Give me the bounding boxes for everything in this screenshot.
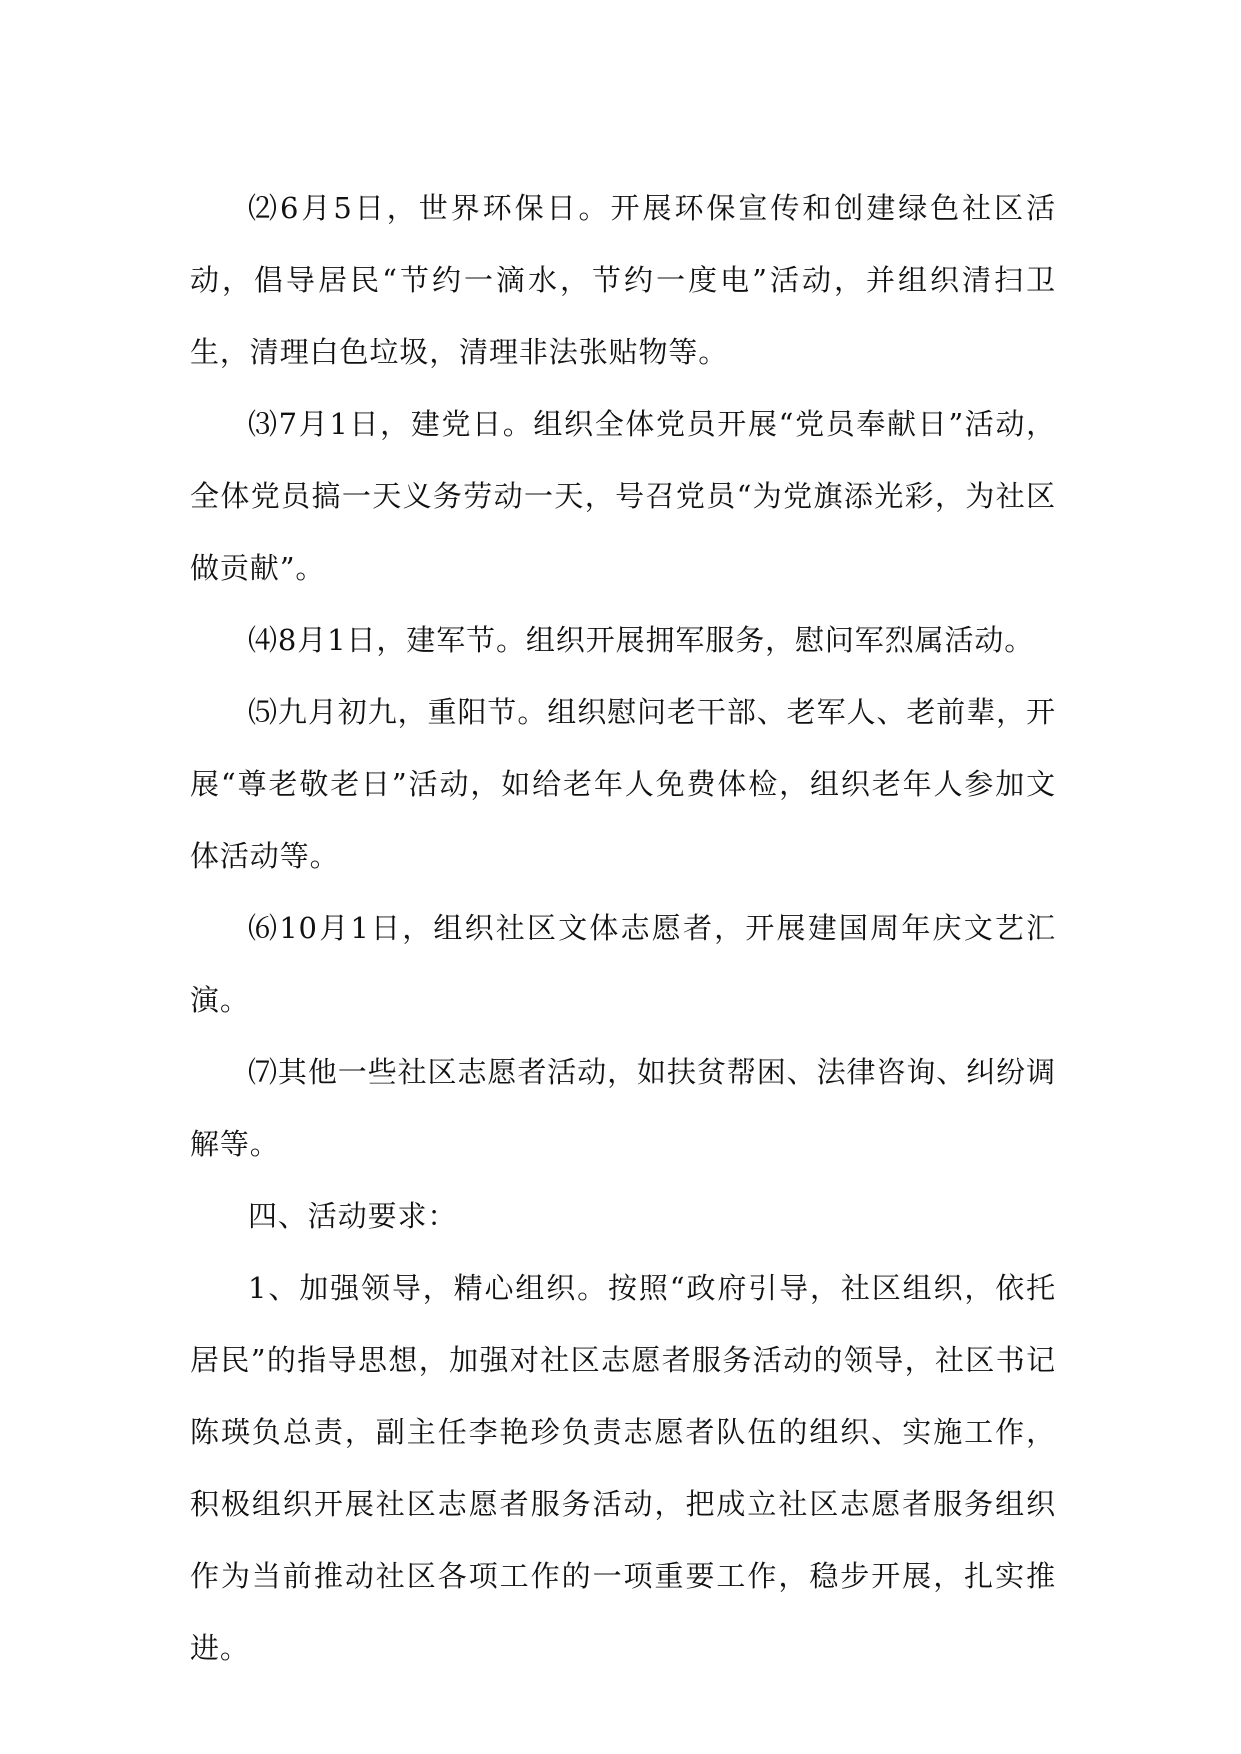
- paragraph-party-day: ⑶7月1日，建党日。组织全体党员开展“党员奉献日”活动，全体党员搞一天义务劳动一天，号召党员“为党旗添光彩，为社区做贡献”。: [190, 407, 1056, 585]
- paragraph-environment-day: ⑵6月5日，世界环保日。开展环保宣传和创建绿色社区活动，倡导居民“节约一滴水，节约一度电”活动，并组织清扫卫生，清理白色垃圾，清理非法张贴物等。: [190, 191, 1056, 369]
- paragraph-double-ninth: ⑸九月初九，重阳节。组织慰问老干部、老军人、老前辈，开展“尊老敬老日”活动，如给老年人免费体检，组织老年人参加文体活动等。: [190, 695, 1056, 873]
- section-heading-requirements: 四、活动要求：: [248, 1199, 458, 1233]
- paragraph-army-day: ⑷8月1日，建军节。组织开展拥军服务，慰问军烈属活动。: [248, 623, 1035, 657]
- document-body: [190, 172, 1056, 1684]
- paragraph-national-day: ⑹10月1日，组织社区文体志愿者，开展建国周年庆文艺汇演。: [190, 911, 1056, 1017]
- paragraph-leadership: 1、加强领导，精心组织。按照“政府引导，社区组织，依托居民”的指导思想，加强对社区志愿者服务活动的领导，社区书记陈瑛负总责，副主任李艳珍负责志愿者队伍的组织、实施工作，积极组织开展社区志愿者服务活动，把成立社区志愿者服务组织作为当前推动社区各项工作的一项重要工作，稳步开展，扎实推进。: [190, 1271, 1056, 1665]
- paragraph-other-activities: ⑺其他一些社区志愿者活动，如扶贫帮困、法律咨询、纠纷调解等。: [190, 1055, 1056, 1161]
